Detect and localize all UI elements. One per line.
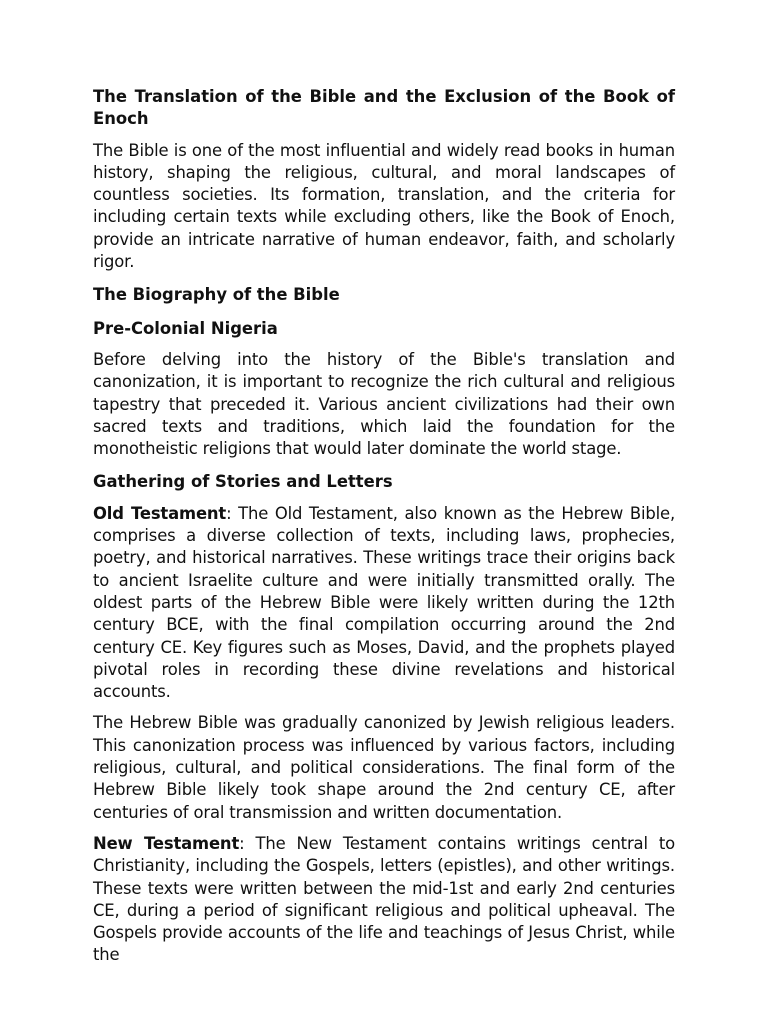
precolonial-paragraph: Before delving into the history of the Bible's translation and canonization, it is important to recognize the rich cultural and religious tapestry that preceded it. Various ancient civilizations had their own sacred texts and traditions, which laid the foundation for the monotheistic religions that would later dominate the world stage. xyxy=(93,349,675,459)
new-testament-paragraph xyxy=(93,833,675,967)
old-testament-label: Old Testament xyxy=(93,503,227,523)
new-testament-text: : The New Testament contains writings central to Christianity, including the Gospels, letters (epistles), and other writings. These texts were written between the mid-1st and early 2nd centuries CE, during a period of significant religious and political upheaval. The Gospels provide accounts of the life and teachings of Jesus Christ, while the xyxy=(93,833,675,965)
document-title: The Translation of the Bible and the Exclusion of the Book of Enoch xyxy=(93,87,675,129)
heading-gathering: Gathering of Stories and Letters xyxy=(93,472,393,492)
heading-precolonial: Pre-Colonial Nigeria xyxy=(93,318,278,338)
intro-paragraph: The Bible is one of the most influential and widely read books in human history, shaping the religious, cultural, and moral landscapes of countless societies. Its formation, translation, and the criteria for including certain texts while excluding others, like the Book of Enoch, provide an intricate narrative of human endeavor, faith, and scholarly rigor. xyxy=(93,140,675,272)
document-page xyxy=(93,86,675,967)
hebrew-canon-paragraph: The Hebrew Bible was gradually canonized by Jewish religious leaders. This canonization process was influenced by various factors, including religious, cultural, and political considerations. The final form of the Hebrew Bible likely took shape around the 2nd century CE, after centuries of oral transmission and written documentation. xyxy=(93,713,675,822)
new-testament-label: New Testament xyxy=(93,833,240,853)
heading-biography: The Biography of the Bible xyxy=(93,285,340,305)
old-testament-text: : The Old Testament, also known as the Hebrew Bible, comprises a diverse collection of texts, including laws, prophecies, poetry, and historical narratives. These writings trace their origins back to ancient Israelite culture and were initially transmitted orally. The oldest parts of the Hebrew Bible were likely written during the 12th century BCE, with the final compilation occurring around the 2nd century CE. Key figures such as Moses, David, and the prophets played pivotal roles in recording these divine revelations and historical accounts. xyxy=(93,503,676,702)
old-testament-paragraph xyxy=(93,503,675,704)
